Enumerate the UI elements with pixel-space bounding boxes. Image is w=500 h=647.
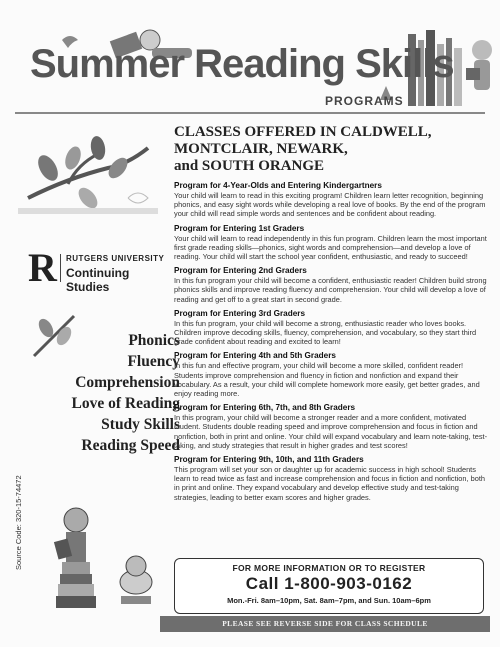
program-description: In this fun program your child will become a confident, enthusiastic reader! Children build strong phonics skills and improve reading fluency and comprehension. Your child will develop a love of reading and get off to a great start in second grade. <box>174 276 487 304</box>
program-section <box>174 181 488 219</box>
skills-list <box>72 330 181 456</box>
page-title: Summer Reading Skills <box>30 42 454 86</box>
page-subtitle: PROGRAMS <box>325 94 404 108</box>
skill-item: Phonics <box>128 332 180 349</box>
skill-item: Study Skills <box>101 416 180 433</box>
program-description: In this fun program, your child will become a strong, enthusiastic reader who loves books. Children improve decoding skills, fluency, comprehension, and vocabulary, so they start third grade confident about reading and excited to learn! <box>174 318 477 347</box>
heading-line: MONTCLAIR, NEWARK, <box>174 141 348 157</box>
program-description: In this program, your child will become a stronger reader and a more confident, motivated student. Students double reading speed and improve comprehension and focus in fiction and nonfiction, both in print and online. Your child will expand vocabulary and learn note-taking, test-taking, and study strategies that result in higher grades and test scores! <box>174 413 488 450</box>
registration-heading: FOR MORE INFORMATION OR TO REGISTER <box>232 563 426 573</box>
classes-heading <box>174 124 488 175</box>
logo-divider <box>60 254 61 282</box>
program-description: In this fun and effective program, your child will become a more skilled, confident reader! Students improve comprehension and fluency in fiction and nonfiction and expand their vocabulary. As a result, your child will complete homework more easily, get better grades, and enjoy reading more. <box>174 361 480 399</box>
phone-number[interactable]: Call 1-800-903-0162 <box>245 574 413 593</box>
program-title: Program for Entering 2nd Graders <box>174 266 307 276</box>
heading-line: CLASSES OFFERED IN CALDWELL, <box>174 124 432 140</box>
tree-branch-illustration <box>18 128 158 238</box>
program-section <box>174 403 488 450</box>
skill-item: Reading Speed <box>81 437 180 454</box>
program-title: Program for Entering 3rd Graders <box>174 308 306 318</box>
program-title: Program for Entering 9th, 10th, and 11th Graders <box>174 455 364 465</box>
footer-banner: PLEASE SEE REVERSE SIDE FOR CLASS SCHEDULE <box>160 616 490 632</box>
header <box>0 0 500 116</box>
program-title: Program for 4-Year-Olds and Entering Kindergartners <box>174 181 382 190</box>
program-section <box>174 224 488 262</box>
main-content <box>174 124 488 502</box>
skill-item: Fluency <box>127 353 180 370</box>
program-title: Program for Entering 4th and 5th Graders <box>174 351 336 361</box>
rutgers-logo <box>28 245 168 294</box>
program-section <box>174 266 488 304</box>
heading-line: and SOUTH ORANGE <box>174 158 325 174</box>
program-description: Your child will learn to read independently in this fun program. Children learn the most important first grade reading skills—phonics, sight words and comprehension—and develop a love of reading. Your child will start the school year confident, enthusiastic, and ready to succeed! <box>174 233 487 262</box>
skill-item: Comprehension <box>75 374 180 391</box>
program-title: Program for Entering 1st Graders <box>174 223 305 233</box>
rutgers-r-mark: R <box>28 245 57 290</box>
program-section <box>174 351 488 398</box>
skill-item: Love of Reading <box>71 395 180 412</box>
program-title: Program for Entering 6th, 7th, and 8th Graders <box>174 403 356 413</box>
children-illustration <box>36 500 166 620</box>
division-name: Continuing Studies <box>66 266 130 294</box>
university-name: RUTGERS UNIVERSITY <box>66 254 165 263</box>
office-hours: Mon.-Fri. 8am–10pm, Sat. 8am–7pm, and Sun. 10am–6pm <box>227 596 431 605</box>
header-divider <box>15 112 485 114</box>
program-section <box>174 309 488 347</box>
source-code: Source Code: 320-15-74472 <box>14 475 23 570</box>
program-description: Your child will learn to read in this exciting program! Children learn letter recognition, beginning phonics, and easy sight words while developing a real love of books. By the end of the program your child will read simple words and sentences and be confident about reading. <box>174 191 486 219</box>
program-section <box>174 455 488 502</box>
registration-box <box>174 558 484 614</box>
program-description: This program will set your son or daughter up for academic success in high school! Students learn to read twice as fast and increase comprehension and focus in fiction and nonfiction, both in print and online. They expand vocabulary and develop effective study and test-taking strategies, leading to better exam scores and higher grades. <box>174 465 486 502</box>
